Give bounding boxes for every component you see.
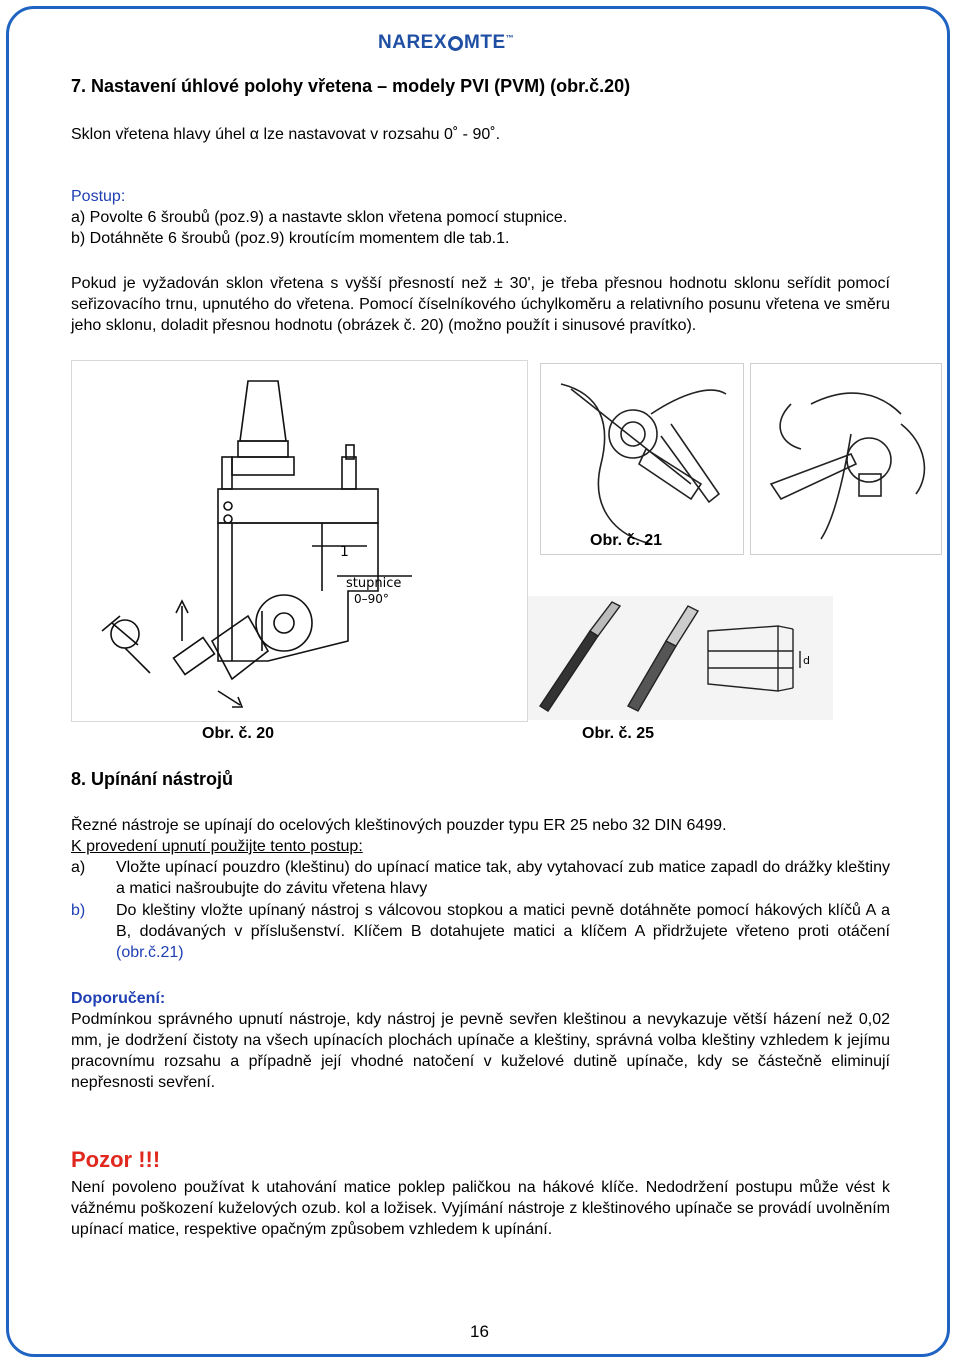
figure-21-photo-a	[540, 363, 744, 555]
step-a: a) Povolte 6 šroubů (poz.9) a nastavte sklon vřetena pomocí stupnice.	[71, 209, 568, 226]
figure-21-photo-b	[750, 363, 942, 555]
step-a-marker: a)	[71, 859, 86, 876]
step-b-ref: (obr.č.21)	[116, 944, 184, 961]
warning-text: Není povoleno používat k utahování matice poklep paličkou na hákové klíče. Nedodržení postupu může vést k vážnému poškození kuželových ozub. kol a ložisek. Vyjímání nástroje z kleštinového upínače se provádí uvolněním upínací matice, respektive opačným způsobem vzhledem k upínání.	[71, 1179, 890, 1238]
caption-21: Obr. č. 21	[590, 532, 663, 549]
spindle-head-drawing-icon	[72, 361, 527, 721]
recommend-text: Podmínkou správného upnutí nástroje, kdy nástroj je pevně sevřen kleštinou a nevykazuje větší házení než 0,02 mm, je dodržení čistoty na všech upínacích plochách upínače a kleštiny, správná volba kleštiny vzhledem k jejímu pracovnímu rozsahu a případně její vhodné natočení v kuželové dutině upínače, kdy se částečně eliminují nepřesnosti sevření.	[71, 1011, 890, 1091]
angle-range-text: Sklon vřetena hlavy úhel α lze nastavovat v rozsahu 0˚ - 90˚.	[71, 126, 501, 143]
drill-and-collet-icon	[528, 596, 833, 720]
procedure-step-a	[71, 857, 890, 899]
fig20-label-1: 1	[340, 544, 349, 560]
step-b: b) Dotáhněte 6 šroubů (poz.9) kroutícím momentem dle tab.1.	[71, 230, 510, 247]
fig20-label-scale: stupnice	[346, 576, 402, 591]
hook-wrench-photo-b-icon	[751, 364, 941, 554]
collet-intro: Řezné nástroje se upínají do ocelových kleštinových pouzder typu ER 25 nebo 32 DIN 6499.	[71, 817, 727, 834]
fig20-label-range: 0–90°	[354, 592, 389, 606]
logo-o-icon	[448, 36, 463, 51]
caption-20: Obr. č. 20	[202, 725, 275, 742]
figure-25-drawing	[528, 596, 833, 720]
section-7-heading: 7. Nastavení úhlové polohy vřetena – modely PVI (PVM) (obr.č.20)	[71, 76, 631, 96]
caption-25: Obr. č. 25	[582, 725, 655, 742]
step-b-text: Do kleštiny vložte upínaný nástroj s válcovou stopkou a matici pevně dotáhněte pomocí hákových klíčů A a B, dodávaných v příslušenství. Klíčem B dotahujete matici a klíčem A přidržujete vřeteno proti otáčení	[116, 902, 890, 940]
postup-label: Postup:	[71, 188, 126, 205]
recommend-label: Doporučení:	[71, 990, 166, 1007]
hook-wrench-photo-a-icon	[541, 364, 743, 554]
page-number: 16	[470, 1322, 489, 1341]
step-b-marker: b)	[71, 902, 86, 919]
narex-mte-logo: NAREX MTE™	[378, 32, 515, 53]
fig25-label-d: d	[803, 654, 810, 667]
step-a-text: Vložte upínací pouzdro (kleštinu) do upínací matice tak, aby vytahovací zub matice zapadl do drážky kleštiny a matici našroubujte do závitu vřetena hlavy	[116, 859, 890, 897]
warning-label: Pozor !!!	[71, 1147, 161, 1172]
procedure-label: K provedení upnutí použijte tento postup:	[71, 838, 363, 855]
figure-20-drawing	[71, 360, 528, 722]
precision-paragraph: Pokud je vyžadován sklon vřetena s vyšší přesností než ± 30', je třeba přesnou hodnotu sklonu seřídit pomocí seřizovacího trnu, upnutého do vřetena. Pomocí číselníkového úchylkoměru a relativního posunu vřetena ve směru jeho sklonu, doladit přesnou hodnotu (obrázek č. 20) (možno použít i sinusové pravítko).	[71, 275, 890, 334]
section-8-heading: 8. Upínání nástrojů	[71, 769, 234, 789]
procedure-step-b	[71, 900, 890, 963]
